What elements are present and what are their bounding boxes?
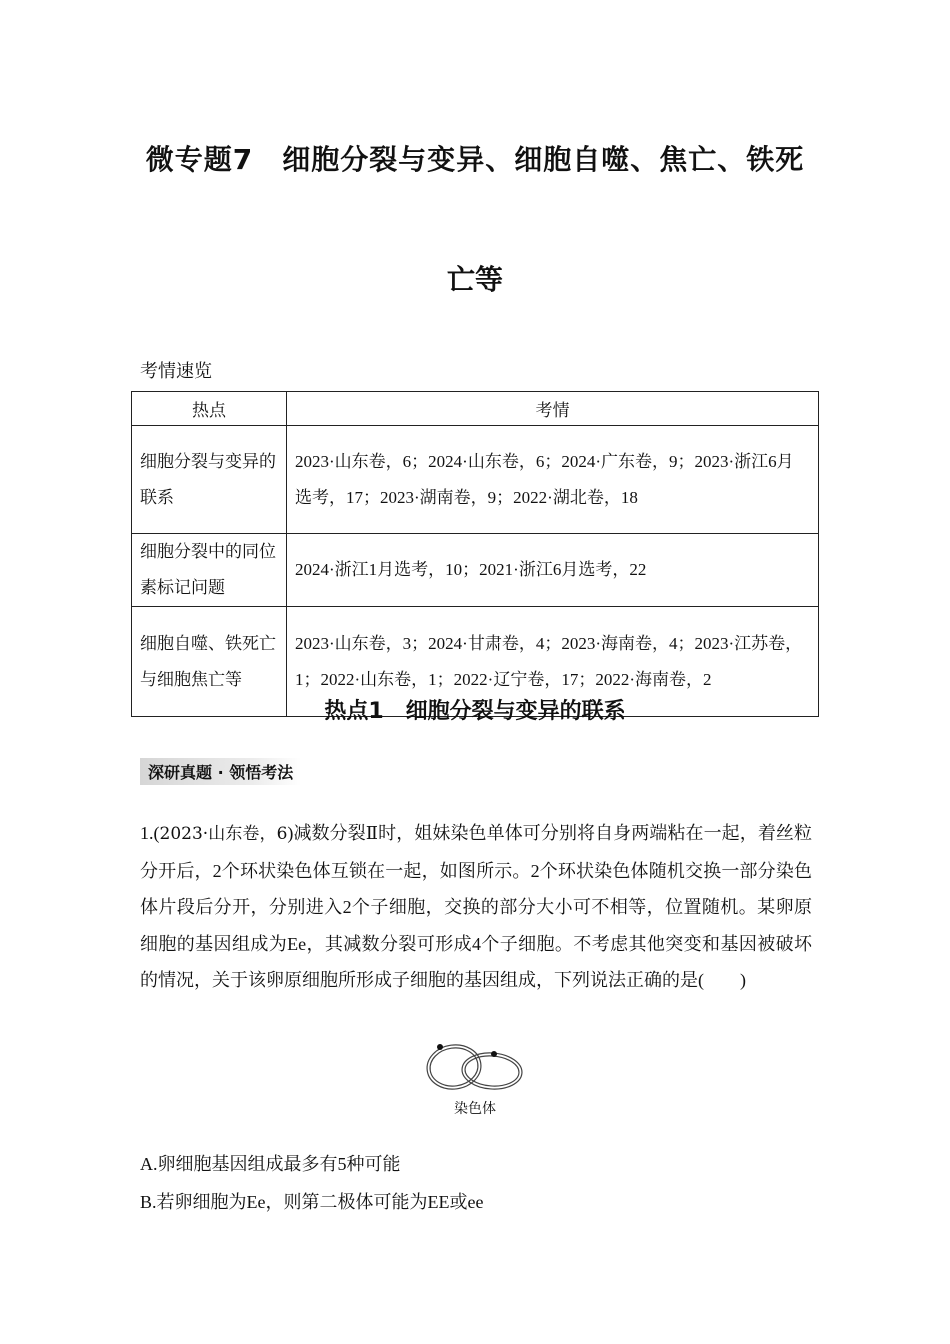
option-b: B.若卵细胞为Ee，则第二极体可能为EE或ee — [140, 1192, 484, 1212]
figure-caption: 染色体 — [454, 1101, 496, 1117]
section-banner: 深研真题 · 领悟考法 — [140, 758, 301, 785]
table-cell-info: 2024·浙江1月选考，10；2021·浙江6月选考，22 — [287, 534, 819, 607]
table-row — [132, 534, 819, 607]
table-header-hot: 热点 — [132, 392, 287, 426]
table-cell-info: 2023·山东卷，3；2024·甘肃卷，4；2023·海南卷，4；2023·江苏卷，1；2022·山东卷，1；2022·辽宁卷，17；2022·海南卷，2 — [287, 607, 819, 717]
table-header-row — [132, 392, 819, 426]
table-cell-hot: 细胞自噬、铁死亡与细胞焦亡等 — [132, 607, 287, 717]
exam-overview-table — [131, 391, 819, 717]
question-1 — [140, 815, 812, 999]
question-prefix: 1.( — [140, 823, 160, 843]
chromosome-figure — [420, 1038, 530, 1122]
table-header-info: 考情 — [287, 392, 819, 426]
section-heading: 热点1 细胞分裂与变异的联系 — [324, 699, 626, 724]
option-a: A.卵细胞基因组成最多有5种可能 — [140, 1154, 401, 1174]
question-text: )减数分裂Ⅱ时，姐妹染色单体可分别将自身两端粘在一起，着丝粒分开后，2个环状染色体互锁在一起，如图所示。2个环状染色体随机交换一部分染色体片段后分开，分别进入2个子细胞，交换的部分大小可不相等，位置随机。某卵原细胞的基因组成为Ee，其减数分裂可形成4个子细胞。不考虑其他突变和基因被破坏的情况，关于该卵原细胞所形成子细胞的基因组成，下列说法正确的是( ) — [140, 823, 813, 990]
table-cell-hot: 细胞分裂与变异的联系 — [132, 426, 287, 534]
question-source: 2023·山东卷，6 — [159, 824, 288, 844]
table-cell-hot: 细胞分裂中的同位素标记问题 — [132, 534, 287, 607]
page-title-line1: 微专题7 细胞分裂与变异、细胞自噬、焦亡、铁死 — [145, 143, 805, 176]
table-row — [132, 426, 819, 534]
interlocked-ring-chromosomes-icon — [420, 1038, 530, 1098]
table-cell-info: 2023·山东卷，6；2024·山东卷，6；2024·广东卷，9；2023·浙江6月选考，17；2023·湖南卷，9；2022·湖北卷，18 — [287, 426, 819, 534]
page-title-line2: 亡等 — [446, 263, 503, 296]
overview-label: 考情速览 — [140, 361, 212, 382]
